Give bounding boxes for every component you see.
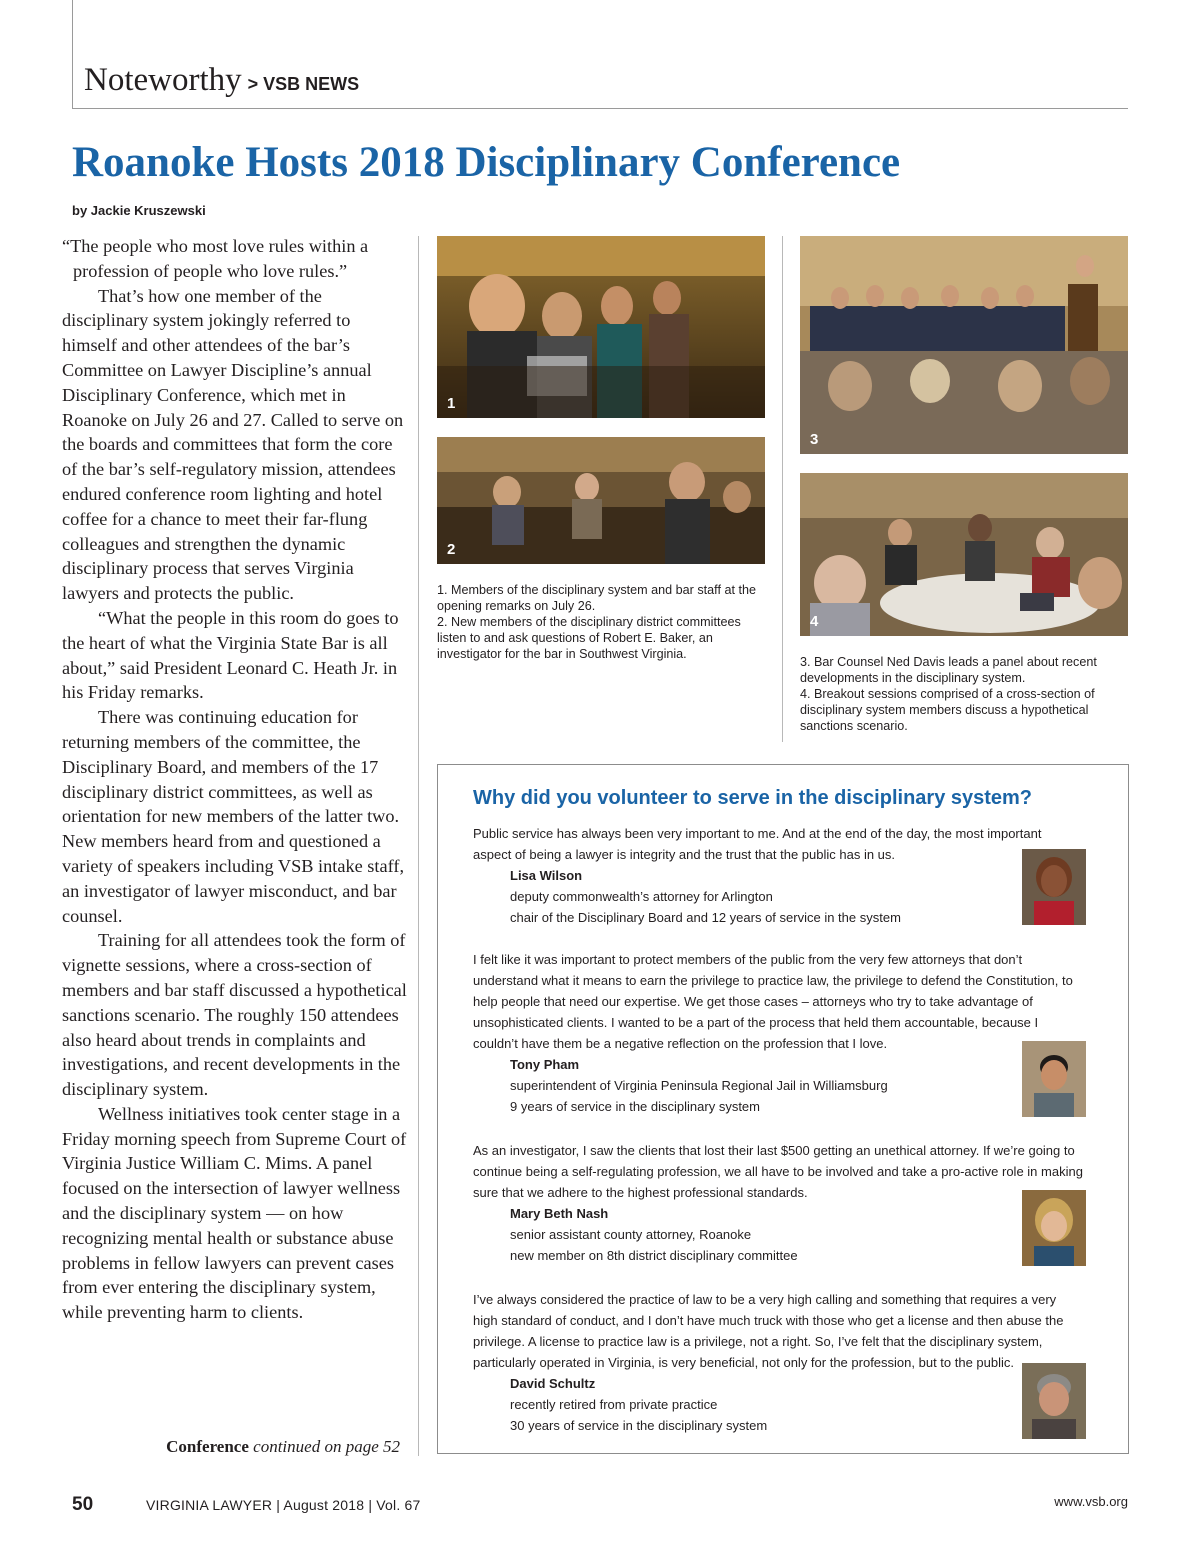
headshot-photo [1022,849,1086,925]
photo-number: 4 [810,613,819,630]
byline: by Jackie Kruszewski [72,203,206,218]
continued-text: continued on page 52 [253,1437,400,1456]
testimonial-role: new member on 8th district disciplinary committee [510,1248,798,1263]
continued-keyword: Conference [166,1437,249,1456]
page-number: 50 [72,1494,94,1515]
testimonial-role: chair of the Disciplinary Board and 12 years of service in the system [510,910,901,925]
photo-panel [800,236,1128,454]
header-vertical-rule [72,0,73,108]
photo-new-members [437,437,765,564]
body-paragraph: “What the people in this room do goes to the heart of what the Virginia State Bar is all about,” said President Leonard C. Heath Jr. in his Friday remarks. [62,607,399,703]
magazine-info: VIRGINIA LAWYER | August 2018 | Vol. 67 [146,1497,421,1513]
testimonial-role: deputy commonwealth’s attorney for Arlington [510,889,773,904]
testimonial-role: recently retired from private practice [510,1397,718,1412]
testimonial-role: senior assistant county attorney, Roanoke [510,1227,752,1242]
testimonial-name: Lisa Wilson [510,868,583,883]
section-header [84,62,359,106]
testimonial [473,1289,1083,1436]
testimonial-name: Mary Beth Nash [510,1206,609,1221]
testimonial-role: 30 years of service in the disciplinary system [510,1418,768,1433]
headshot-photo [1022,1190,1086,1266]
body-paragraph: There was continuing education for returning members of the committee, the Disciplinary Board, and members of the 17 disciplinary district committees, as well as orientation for new members of the latter two. New members heard from and questioned a variety of speakers including VSB intake staff, an investigator of lawyer misconduct, and bar counsel. [62,707,405,926]
body-paragraph: “The people who most love rules within a profession of people who love rules.” [62,236,369,281]
testimonial-text: As an investigator, I saw the clients that lost their last $500 getting an unethical attorney. If we’re going to continue being a self-regulating profession, we all have to be involved and take a pro-active role in making sure that we adhere to the highest professional standards. [473,1143,1083,1200]
body-paragraph: Wellness initiatives took center stage in a Friday morning speech from Supreme Court of Virginia Justice William C. Mims. A panel focused on the intersection of lawyer wellness and the disciplinary system — on how recognizing mental health or substance abuse problems in fellow lawyers can prevent cases from ever entering the disciplinary system, while preventing harm to clients. [62,1103,407,1323]
testimonial-text: I felt like it was important to protect members of the public from the very few attorneys that don’t understand what it means to earn the privilege to practice law, the privilege to defend the Constitution, to help people that need our expertise. We get those cases – attorneys who try to take advantage of unsophisticated clients. I wanted to be a part of the process that held them accountable, because I couldn’t have them be a negative reflection on the profession that I love. [473,952,1073,1051]
article-title: Roanoke Hosts 2018 Disciplinary Conference [72,139,901,186]
body-paragraph: That’s how one member of the disciplinary system jokingly referred to himself and other attendees of the bar’s Committee on Lawyer Discipline’s annual Disciplinary Conference, which met in Roanoke on July 26 and 27. Called to serve on the boards and committees that form the core of the bar’s self-regulatory mission, attendees endured conference room lighting and hotel coffee for a chance to meet their far-flung colleagues and strengthen the dynamic disciplinary process that serves Virginia lawyers and protects the public. [62,285,404,604]
volunteer-sidebar [437,764,1129,1454]
photo-number: 2 [447,541,456,558]
photo-breakout-sessions [800,473,1128,636]
sidebar-heading: Why did you volunteer to serve in the disciplinary system? [473,787,1033,809]
photo-opening-remarks [437,236,765,418]
photo-number: 3 [810,431,819,448]
article-body [62,234,408,1325]
photo-caption-left [437,582,765,662]
caption-line: 1. Members of the disciplinary system and bar staff at the opening remarks on July 26. [437,583,756,613]
section-title: Noteworthy [84,62,242,98]
testimonial [473,949,1083,1117]
testimonial-name: Tony Pham [510,1057,580,1072]
photo-number: 1 [447,395,456,412]
testimonial-role: superintendent of Virginia Peninsula Regional Jail in Williamsburg [510,1078,888,1093]
header-rule [72,108,1128,109]
photo-caption-right [800,654,1120,734]
caption-line: 3. Bar Counsel Ned Davis leads a panel about recent developments in the disciplinary system. [800,655,1097,685]
website-url: www.vsb.org [1054,1494,1128,1509]
photo-column-rule [782,236,783,742]
caption-line: 4. Breakout sessions comprised of a cross-section of disciplinary system members discuss a hypothetical sanctions scenario. [800,687,1095,733]
section-subtitle: > VSB NEWS [247,74,360,94]
testimonial-name: David Schultz [510,1376,596,1391]
headshot-photo [1022,1041,1086,1117]
testimonial-text: Public service has always been very important to me. And at the end of the day, the most important aspect of being a lawyer is integrity and the trust that the public has in us. [473,826,1042,862]
testimonial [473,823,1083,928]
headshot-photo [1022,1363,1086,1439]
testimonial-text: I’ve always considered the practice of law to be a very high calling and something that requires a very high standard of conduct, and I don’t have much truck with those who get a license and then abuse the privilege. A license to practice law is a privilege, not a right. So, I’ve felt that the disciplinary system, particularly operated in Virginia, is very beneficial, not only for the profession, but to the public. [473,1292,1064,1370]
testimonial-role: 9 years of service in the disciplinary system [510,1099,760,1114]
testimonial [473,1140,1083,1266]
body-paragraph: Training for all attendees took the form of vignette sessions, where a cross-section of members and bar staff discussed a hypothetical sanctions scenario. The roughly 150 attendees also heard about trends in complaints and investigations, and recent developments in the disciplinary system. [62,930,407,1100]
caption-line: 2. New members of the disciplinary district committees listen to and ask questions of Robert E. Baker, an investigator for the bar in Southwest Virginia. [437,615,741,661]
continued-line [62,1437,400,1457]
column-rule [418,236,419,1456]
